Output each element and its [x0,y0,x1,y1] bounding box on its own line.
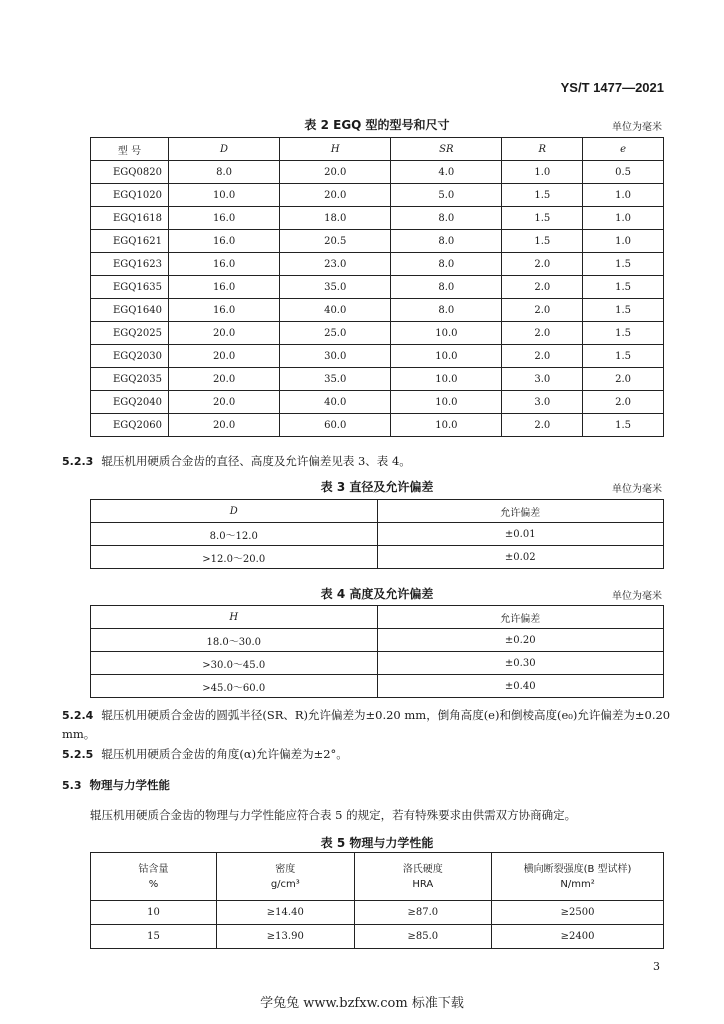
table2-cell: 8.0 [391,253,502,276]
table4-cell: 18.0～30.0 [91,629,378,652]
table2-cell: 2.0 [502,276,583,299]
table2-cell: 4.0 [391,161,502,184]
table2-cell: 16.0 [169,299,280,322]
table2-row [91,345,664,368]
table2-unit: 单位为毫米 [612,122,662,133]
table3-row [91,523,664,546]
table2-cell: 2.0 [502,253,583,276]
table2-cell: 1.5 [583,414,664,437]
table2-cell: EGQ2025 [91,322,169,345]
table2-header-r: R [502,138,583,161]
table2-row [91,276,664,299]
table2-cell: 20.0 [169,391,280,414]
table2-cell: 8.0 [391,276,502,299]
table5-cell: ≥2500 [492,901,664,925]
table3-unit: 单位为毫米 [612,484,662,495]
table4-unit: 单位为毫米 [612,591,662,602]
table5-cell: ≥2400 [492,925,664,949]
table2-cell: 8.0 [391,299,502,322]
header-line2: g/cm³ [270,878,300,890]
header-line2: HRA [412,878,434,890]
table3-header-d: D [91,500,378,523]
table2-cell: 35.0 [280,276,391,299]
table5-row [91,901,664,925]
table2-cell: 16.0 [169,253,280,276]
table2-cell: 35.0 [280,368,391,391]
table2-header-d: D [169,138,280,161]
table2-cell: 3.0 [502,391,583,414]
table5-header-cobalt [91,853,217,901]
table2-cell: 20.0 [280,161,391,184]
table2-cell: EGQ0820 [91,161,169,184]
table2-cell: 1.5 [502,184,583,207]
table4-header-tolerance: 允许偏差 [377,606,664,629]
table2-cell: 10.0 [169,184,280,207]
table2-header-row [91,138,664,161]
table2-cell: 16.0 [169,207,280,230]
table2-cell: 1.5 [583,253,664,276]
table5-row [91,925,664,949]
table2-cell: 2.0 [583,391,664,414]
table2-cell: 2.0 [502,345,583,368]
table4 [90,605,664,698]
table4-caption: 表 4 高度及允许偏差 [320,587,434,601]
table2-cell: 5.0 [391,184,502,207]
table2-row [91,184,664,207]
table4-cell: ±0.20 [377,629,664,652]
footer-watermark: 学兔兔 www.bzfxw.com 标准下载 [260,996,464,1011]
table2-cell: 1.5 [583,299,664,322]
table4-row [91,629,664,652]
table2-row [91,299,664,322]
table2-cell: 20.0 [169,345,280,368]
header-line1: 密度 [275,863,296,875]
table5-caption-row [90,834,664,854]
table2-cell: 1.5 [583,345,664,368]
table3-cell: 8.0～12.0 [91,523,378,546]
table2-cell: 20.5 [280,230,391,253]
table2-cell: 10.0 [391,368,502,391]
header-line1: 横向断裂强度(B 型试样) [523,863,632,875]
table4-cell: ±0.30 [377,652,664,675]
table2-cell: 1.5 [502,207,583,230]
table2-cell: 16.0 [169,276,280,299]
table2-row [91,253,664,276]
table5-header-density [217,853,355,901]
header-line2: N/mm² [560,878,595,890]
table4-row [91,675,664,698]
table2-header-h: H [280,138,391,161]
table2-cell: 2.0 [502,414,583,437]
table4-caption-row [90,585,664,605]
table2-cell: 30.0 [280,345,391,368]
table2-cell: 10.0 [391,391,502,414]
table2-cell: EGQ2035 [91,368,169,391]
table2-cell: 8.0 [169,161,280,184]
table2-row [91,368,664,391]
table3-row [91,546,664,569]
table2-cell: 10.0 [391,345,502,368]
table3-caption: 表 3 直径及允许偏差 [320,480,434,494]
table2-caption-row [90,116,664,136]
table2-cell: EGQ1623 [91,253,169,276]
table3 [90,499,664,569]
page-number: 3 [653,960,660,973]
section-5-3-text: 辊压机用硬质合金齿的物理与力学性能应符合表 5 的规定，若有特殊要求由供需双方协商确定。 [90,808,577,822]
table2-cell: 60.0 [280,414,391,437]
table2-cell: 25.0 [280,322,391,345]
clause-text: 辊压机用硬质合金齿的圆弧半径(SR、R)允许偏差为±0.20 mm，倒角高度(e)和倒棱高度(e₀)允许偏差为±0.20 mm。 [62,708,671,741]
table2-cell: 1.0 [583,207,664,230]
table2-row [91,207,664,230]
clause-text: 辊压机用硬质合金齿的角度(α)允许偏差为±2°。 [101,747,348,761]
table2-cell: 20.0 [169,322,280,345]
standard-id: YS/T 1477—2021 [560,80,664,95]
table2-cell: 1.5 [502,230,583,253]
table2-cell: EGQ1621 [91,230,169,253]
table2-header-sr: SR [391,138,502,161]
table2-cell: EGQ2030 [91,345,169,368]
table2-cell: 8.0 [391,207,502,230]
table5-header-strength [492,853,664,901]
table5-cell: ≥85.0 [354,925,492,949]
clause-5-2-4 [62,706,672,744]
table2-cell: EGQ1618 [91,207,169,230]
clause-number: 5.2.5 [62,748,94,761]
table2-row [91,414,664,437]
table3-cell: >12.0～20.0 [91,546,378,569]
section-title: 物理与力学性能 [89,778,170,792]
table2-cell: 40.0 [280,391,391,414]
table4-cell: ±0.40 [377,675,664,698]
clause-text: 辊压机用硬质合金齿的直径、高度及允许偏差见表 3、表 4。 [101,454,411,468]
header-line2: % [148,878,159,890]
table2-cell: 10.0 [391,414,502,437]
table5-header-row [91,853,664,901]
table2-cell: 2.0 [502,299,583,322]
clause-number: 5.2.3 [62,455,94,468]
table2-caption: 表 2 EGQ 型的型号和尺寸 [304,118,450,132]
clause-number: 5.2.4 [62,709,94,722]
table2-cell: 2.0 [583,368,664,391]
table2-cell: 1.5 [583,276,664,299]
table2-cell: 23.0 [280,253,391,276]
table2-cell: 0.5 [583,161,664,184]
table4-cell: >30.0～45.0 [91,652,378,675]
table2-cell: 20.0 [169,368,280,391]
table2-cell: EGQ1020 [91,184,169,207]
table2-cell: 20.0 [280,184,391,207]
table2-cell: 3.0 [502,368,583,391]
table4-cell: >45.0～60.0 [91,675,378,698]
table5-cell: ≥14.40 [217,901,355,925]
clause-5-2-5 [62,745,672,764]
table2-cell: 40.0 [280,299,391,322]
table2-row [91,391,664,414]
table5-header-hardness [354,853,492,901]
table5-cell: 10 [91,901,217,925]
section-number: 5.3 [62,779,82,792]
table5-cell: ≥13.90 [217,925,355,949]
header-line1: 钴含量 [138,863,169,875]
table2-cell: 20.0 [169,414,280,437]
table2-cell: 1.5 [583,322,664,345]
table3-header-tolerance: 允许偏差 [377,500,664,523]
table2 [90,137,664,437]
table2-row [91,161,664,184]
table2-cell: 16.0 [169,230,280,253]
table2-cell: EGQ2040 [91,391,169,414]
table2-header-model: 型 号 [91,138,169,161]
table2-cell: 2.0 [502,322,583,345]
table2-cell: 18.0 [280,207,391,230]
table2-cell: 1.0 [583,230,664,253]
table5 [90,852,664,949]
table5-caption: 表 5 物理与力学性能 [320,836,434,850]
table2-row [91,230,664,253]
table3-header-row [91,500,664,523]
clause-5-2-3 [62,452,672,471]
table3-cell: ±0.02 [377,546,664,569]
table2-row [91,322,664,345]
section-5-3-heading [62,776,672,795]
table5-cell: 15 [91,925,217,949]
table2-header-e: e [583,138,664,161]
table2-cell: EGQ1640 [91,299,169,322]
table4-row [91,652,664,675]
table2-cell: EGQ1635 [91,276,169,299]
table5-cell: ≥87.0 [354,901,492,925]
table4-header-h: H [91,606,378,629]
table3-cell: ±0.01 [377,523,664,546]
table3-caption-row [90,478,664,498]
table2-cell: EGQ2060 [91,414,169,437]
table2-cell: 1.0 [583,184,664,207]
table2-cell: 10.0 [391,322,502,345]
header-line1: 洛氏硬度 [402,863,443,875]
table2-cell: 1.0 [502,161,583,184]
table4-header-row [91,606,664,629]
table2-cell: 8.0 [391,230,502,253]
